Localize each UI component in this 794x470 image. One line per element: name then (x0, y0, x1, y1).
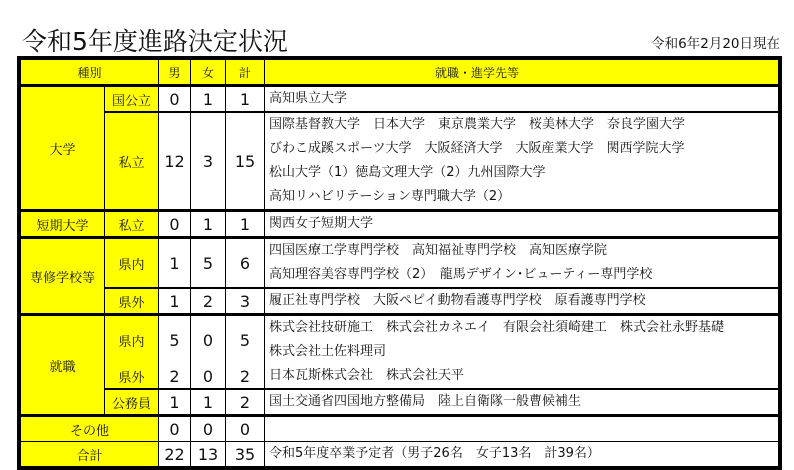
total-count: 2 (226, 389, 265, 416)
male-count: 22 (159, 442, 191, 467)
male-count: 0 (159, 211, 191, 238)
header-female: 女 (191, 60, 226, 86)
table-header-row (21, 60, 779, 86)
total-count: 5 (226, 315, 265, 365)
total-count: 1 (226, 86, 265, 113)
destination-line: 関西女子短期大学 (269, 216, 374, 231)
female-count: 2 (191, 288, 226, 315)
destination-line (269, 417, 778, 441)
female-count: 0 (191, 364, 226, 389)
destinations-cell (265, 416, 779, 442)
table-row (21, 442, 779, 467)
category-other: その他 (21, 416, 159, 442)
female-count: 13 (191, 442, 226, 467)
category-university: 大学 (21, 86, 105, 211)
table-row (21, 364, 779, 389)
grand-total-note: 令和5年度卒業予定者（男子26名 女子13名 計39名） (265, 442, 779, 467)
header-category: 種別 (21, 60, 159, 86)
category-vocational: 専修学校等 (21, 238, 105, 315)
destinations-cell (265, 389, 779, 416)
destination-line: 四国医療工学専門学校 高知福祉専門学校 高知医療学院 (269, 243, 608, 258)
destination-line: 国際基督教大学 日本大学 東京農業大学 桜美林大学 奈良学園大学 (269, 117, 686, 132)
destination-line: 松山大学（1）徳島文理大学（2）九州国際大学 (269, 165, 546, 180)
male-count: 12 (159, 112, 191, 211)
destinations-cell (265, 288, 779, 315)
category-grand-total: 合計 (21, 442, 159, 467)
total-count: 6 (226, 238, 265, 289)
header-destinations: 就職・進学先等 (265, 60, 779, 86)
destination-line: 日本瓦斯株式会社 株式会社天平 (269, 368, 465, 383)
male-count: 0 (159, 86, 191, 113)
destination-line: 履正社専門学校 大阪ペピイ動物看護専門学校 原看護専門学校 (269, 293, 646, 308)
destination-line: 国土交通省四国地方整備局 陸上自衛隊一般曹候補生 (269, 394, 582, 409)
as-of-date: 令和6年2月20日現在 (651, 36, 780, 52)
subcategory-in-pref: 県内 (105, 315, 159, 365)
destinations-cell (265, 238, 779, 289)
category-junior-college: 短期大学 (21, 211, 105, 238)
category-employment: 就職 (21, 315, 105, 416)
subcategory-out-pref: 県外 (105, 288, 159, 315)
table-row (21, 315, 779, 365)
male-count: 1 (159, 389, 191, 416)
table-row (21, 211, 779, 238)
female-count: 1 (191, 86, 226, 113)
total-count: 0 (226, 416, 265, 442)
total-count: 3 (226, 288, 265, 315)
destinations-cell (265, 315, 779, 365)
career-outcome-table (17, 56, 782, 470)
destination-line: 高知県立大学 (269, 91, 348, 106)
female-count: 0 (191, 416, 226, 442)
male-count: 1 (159, 288, 191, 315)
destinations-cell (265, 211, 779, 238)
male-count: 5 (159, 315, 191, 365)
total-count: 35 (226, 442, 265, 467)
female-count: 1 (191, 389, 226, 416)
page-title: 令和5年度進路決定状況 (22, 27, 288, 56)
total-count: 2 (226, 364, 265, 389)
destination-line: 株式会社土佐料理司 (269, 344, 387, 359)
destinations-cell (265, 364, 779, 389)
female-count: 3 (191, 112, 226, 211)
subcategory-private: 私立 (105, 211, 159, 238)
table-row (21, 86, 779, 113)
subcategory-out-pref: 県外 (105, 364, 159, 389)
header-male: 男 (159, 60, 191, 86)
destination-line: 株式会社技研施工 株式会社カネエイ 有限会社須崎建工 株式会社永野基礎 (269, 320, 725, 335)
table-row (21, 112, 779, 211)
destination-line: びわこ成蹊スポーツ大学 大阪経済大学 大阪産業大学 関西学院大学 (269, 141, 685, 156)
table-row (21, 416, 779, 442)
total-count: 15 (226, 112, 265, 211)
total-count: 1 (226, 211, 265, 238)
subcategory-civil-servant: 公務員 (105, 389, 159, 416)
male-count: 0 (159, 416, 191, 442)
header-total: 計 (226, 60, 265, 86)
male-count: 2 (159, 364, 191, 389)
destination-line: 高知理容美容専門学校（2） 龍馬デザイン･ビューティー専門学校 (269, 267, 653, 282)
female-count: 0 (191, 315, 226, 365)
destinations-cell (265, 86, 779, 113)
subcategory-private: 私立 (105, 112, 159, 211)
table-row (21, 288, 779, 315)
destination-line: 高知リハビリテーション専門職大学（2） (269, 189, 511, 204)
table-row (21, 389, 779, 416)
table-row (21, 238, 779, 289)
subcategory-public: 国公立 (105, 86, 159, 113)
male-count: 1 (159, 238, 191, 289)
destinations-cell (265, 112, 779, 211)
subcategory-in-pref: 県内 (105, 238, 159, 289)
female-count: 5 (191, 238, 226, 289)
female-count: 1 (191, 211, 226, 238)
